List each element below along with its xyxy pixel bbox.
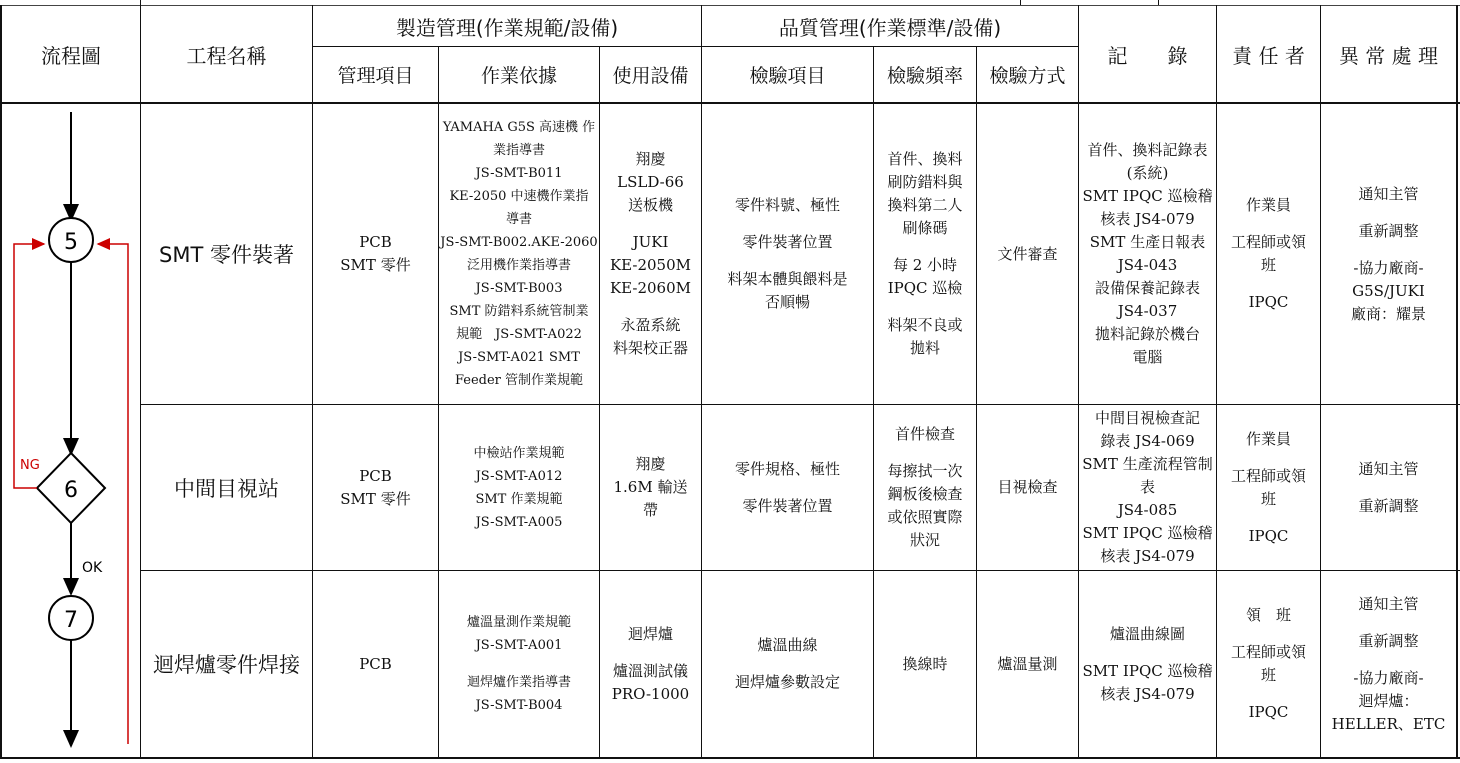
cell-record (1079, 104, 1216, 404)
cell-line: 爐溫量測作業規範 (466, 615, 571, 630)
cell-line: IPQC (1248, 293, 1289, 311)
cell-line: 零件裝著位置 (742, 496, 833, 515)
header-mfg-group: 製造管理(作業規範/設備) (395, 15, 619, 40)
cell-line: 否順暢 (764, 293, 810, 311)
cell-line: 零件裝著位置 (742, 233, 833, 251)
cell-line: 料架本體與餵料是 (727, 270, 848, 288)
header-mgmt-item: 管理項目 (337, 65, 414, 87)
cell-lines (610, 148, 691, 360)
cell-line: KE-2050M (609, 256, 692, 274)
cell-line: 零件料號、極性 (734, 196, 840, 214)
cell-line: 作業員 (1245, 429, 1291, 448)
header-equipment: 使用設備 (612, 65, 689, 87)
cell-line: 通知主管 (1358, 459, 1419, 478)
cell-line: JS-SMT-B011 (475, 166, 563, 181)
cell-abnormal (1321, 571, 1456, 757)
cell-lines (340, 231, 410, 277)
cell-line: G5S/JUKI (1352, 281, 1425, 300)
cell-line: 核表 JS4-079 (1100, 547, 1195, 565)
cell-line: 中檢站作業規範 (473, 445, 565, 461)
cell-line: 泛用機作業指導書 (466, 258, 571, 273)
cell-line: 文件審查 (997, 244, 1058, 263)
cell-lines (1082, 407, 1212, 568)
header-basis: 作業依據 (480, 65, 557, 87)
cell-lines (467, 611, 571, 717)
cell-line: 爐溫測試儀 (612, 661, 688, 680)
cell-line: 重新調整 (1358, 221, 1419, 240)
cell-name: 中間目視站 (174, 476, 279, 501)
cell-line: 設備保養記錄表 (1094, 279, 1200, 297)
cell-line: 目視檢查 (997, 478, 1058, 496)
cell-abnormal (1321, 104, 1456, 404)
cell-line: PRO-1000 (611, 684, 690, 703)
cell-line: JS4-037 (1117, 302, 1178, 320)
cell-insp-freq (874, 571, 976, 757)
cell-line: KE-2050 中速機作業指 (449, 189, 589, 204)
cell-line: HELLER、ETC (1331, 714, 1446, 733)
cell-insp-method (977, 571, 1078, 757)
cell-basis (439, 104, 599, 404)
cell-line: 工程師或領 (1230, 466, 1306, 485)
cell-line: 零件規格、極性 (734, 459, 840, 478)
flow-ok-label: OK (82, 560, 103, 576)
header-flow-chart: 流程圖 (41, 43, 101, 68)
cell-line: 迴焊爐： (1358, 691, 1419, 710)
cell-lines (1083, 139, 1213, 369)
cell-line: 1.6M 輸送 (613, 478, 688, 496)
cell-line: IPQC (1248, 703, 1289, 721)
cell-line: JUKI (632, 233, 669, 251)
cell-line: JS-SMT-B002.AKE-2060 (440, 235, 598, 250)
cell-owner (1217, 104, 1320, 404)
cell-lines (727, 194, 847, 314)
cell-lines (340, 465, 410, 511)
cell-line: 永盈系統 (620, 316, 681, 334)
cell-line: JS-SMT-A012 (475, 468, 563, 484)
cell-line: 電腦 (1132, 348, 1163, 366)
cell-insp-method (977, 405, 1078, 570)
cell-line: 工程師或領 (1230, 233, 1306, 251)
flow-ng-label: NG (20, 458, 40, 473)
cell-line: 首件、換料記錄表 (1087, 141, 1208, 159)
cell-lines (1231, 604, 1306, 724)
cell-line: 料架不良或 (887, 316, 963, 334)
cell-lines (359, 653, 392, 676)
cell-line: 爐溫量測 (997, 654, 1058, 673)
cell-basis (439, 571, 599, 757)
cell-name: 迴焊爐零件焊接 (153, 653, 300, 677)
cell-line: 首件、換料 (887, 150, 963, 168)
cell-lines (1358, 458, 1418, 518)
cell-line: 迴焊爐參數設定 (734, 673, 840, 691)
flow-node-5-label: 5 (64, 230, 78, 255)
cell-line: 每擦拭一次 (887, 462, 963, 480)
cell-line: 首件檢查 (894, 425, 955, 443)
cell-line: 拋料記錄於機台 (1094, 325, 1200, 343)
header-insp-freq: 檢驗頻率 (886, 65, 963, 87)
cell-line: 核表 JS4-079 (1100, 210, 1195, 228)
cell-line: 料架校正器 (612, 339, 688, 357)
cell-lines (997, 653, 1057, 676)
cell-line: 翔慶 (635, 150, 666, 168)
cell-line: 迴焊爐 (627, 624, 673, 643)
cell-line: JS-SMT-A021 SMT (458, 350, 580, 365)
cell-owner (1217, 405, 1320, 570)
cell-lines (735, 634, 840, 694)
cell-line: SMT 生產日報表 (1089, 233, 1206, 251)
top-stub (1020, 0, 1021, 5)
cell-line: SMT 生產流程管制 (1082, 455, 1213, 473)
cell-lines (473, 442, 564, 534)
cell-lines (887, 148, 962, 360)
cell-insp-method (977, 104, 1078, 404)
cell-line: 爐溫曲線圖 (1109, 624, 1185, 643)
cell-basis (439, 405, 599, 570)
right-border (1456, 5, 1458, 759)
cell-line: 表 (1139, 478, 1155, 496)
cell-line: JS-SMT-B004 (475, 698, 563, 713)
cell-lines (997, 243, 1057, 266)
cell-insp-item (702, 405, 873, 570)
cell-insp-item (702, 571, 873, 757)
cell-line: JS-SMT-A005 (475, 514, 563, 530)
cell-line: 刷條碼 (902, 219, 948, 237)
cell-lines (1231, 194, 1306, 314)
cell-insp-item (702, 104, 873, 404)
cell-line: 帶 (642, 501, 658, 519)
header-record: 記 錄 (1107, 43, 1188, 68)
cell-lines (735, 458, 840, 518)
header-abnormal: 異 常 處 理 (1338, 43, 1439, 68)
cell-line: -協力廠商- (1353, 668, 1424, 687)
cell-line: PCB (359, 654, 392, 673)
cell-line: 每 2 小時 (892, 256, 958, 274)
cell-line: SMT IPQC 巡檢稽 (1082, 187, 1213, 205)
cell-line: 核表 JS4-079 (1100, 684, 1195, 703)
cell-line: 刷防錯料與 (887, 173, 963, 191)
cell-line: 作業員 (1245, 196, 1291, 214)
flow-node-7-label: 7 (64, 608, 78, 633)
header-qc-group: 品質管理(作業標準/設備) (778, 15, 1002, 40)
cell-line: SMT 零件 (340, 489, 411, 508)
cell-line: 狀況 (909, 531, 940, 549)
cell-line: 通知主管 (1358, 594, 1419, 613)
cell-line: 領 班 (1245, 606, 1291, 624)
cell-line: -協力廠商- (1353, 258, 1424, 277)
cell-line: 導書 (505, 212, 532, 227)
cell-mgmt (313, 571, 438, 757)
cell-lines (612, 623, 689, 706)
cell-line: 換線時 (902, 654, 948, 673)
cell-line: 爐溫曲線 (757, 636, 818, 654)
cell-line: 錄表 JS4-069 (1100, 432, 1195, 450)
flow-rework-loop (98, 244, 128, 744)
cell-line: 拋料 (909, 339, 940, 357)
cell-lines (1351, 183, 1426, 326)
cell-line: SMT IPQC 巡檢稽 (1082, 661, 1213, 680)
header-insp-method: 檢驗方式 (989, 65, 1066, 87)
cell-line: JS-SMT-A001 (475, 638, 563, 653)
cell-lines (1083, 623, 1213, 706)
cell-insp-freq (874, 405, 976, 570)
top-stub (140, 0, 141, 5)
cell-line: PCB (359, 233, 392, 251)
cell-line: 換料第二人 (887, 196, 963, 214)
cell-record (1079, 571, 1216, 757)
cell-line: JS-SMT-B003 (475, 281, 563, 296)
cell-line: 重新調整 (1358, 496, 1419, 515)
cell-name: SMT 零件裝著 (159, 243, 294, 267)
cell-line: 班 (1260, 666, 1276, 684)
cell-line: JS4-085 (1117, 501, 1178, 519)
cell-line: 廠商：耀景 (1350, 304, 1426, 323)
cell-line: KE-2060M (609, 279, 692, 297)
cell-line: SMT 防錯料系統管制業 (449, 304, 589, 319)
cell-line: SMT IPQC 巡檢稽 (1082, 524, 1213, 542)
cell-line: 業指導書 (492, 143, 545, 158)
cell-lines (997, 476, 1057, 499)
cell-line: (系統) (1126, 164, 1169, 182)
cell-line: 重新調整 (1358, 631, 1419, 650)
cell-owner (1217, 571, 1320, 757)
cell-abnormal (1321, 405, 1456, 570)
flow-node-6-label: 6 (64, 478, 78, 503)
cell-mgmt (313, 405, 438, 570)
flow-ng-loop (14, 244, 44, 488)
cell-line: 班 (1260, 489, 1276, 508)
cell-line: 班 (1260, 256, 1276, 274)
cell-line: SMT 作業規範 (475, 491, 563, 507)
cell-line: IPQC (1248, 526, 1289, 545)
cell-line: 中間目視檢查記 (1094, 409, 1200, 427)
cell-line: JS4-043 (1117, 256, 1178, 274)
cell-lines (1231, 428, 1306, 548)
table-bottom-border (0, 757, 1460, 759)
header-process-name: 工程名稱 (186, 43, 267, 68)
cell-equipment (600, 104, 701, 404)
cell-line: YAMAHA G5S 高速機 作 (442, 120, 596, 135)
top-stub (1158, 0, 1159, 5)
cell-insp-freq (874, 104, 976, 404)
cell-line: IPQC 巡檢 (887, 279, 963, 297)
cell-line: 規範 JS-SMT-A022 (456, 327, 582, 342)
flow-chart (0, 104, 140, 757)
cell-lines (1332, 593, 1446, 736)
cell-line: 鋼板後檢查 (887, 485, 963, 503)
cell-lines (887, 423, 962, 552)
cell-equipment (600, 405, 701, 570)
cell-lines (902, 653, 947, 676)
cell-lines (440, 116, 597, 392)
cell-record (1079, 405, 1216, 570)
cell-line: 工程師或領 (1230, 643, 1306, 661)
cell-line: PCB (359, 466, 392, 485)
header-insp-item: 檢驗項目 (749, 65, 826, 87)
cell-line: 或依照實際 (887, 508, 963, 526)
header-owner: 責 任 者 (1232, 43, 1305, 68)
cell-line: 迴焊爐作業指導書 (466, 675, 571, 690)
cell-equipment (600, 571, 701, 757)
cell-line: SMT 零件 (340, 256, 411, 274)
cell-line: 翔慶 (635, 455, 666, 473)
cell-line: 送板機 (627, 196, 673, 214)
cell-line: LSLD-66 (617, 173, 684, 191)
cell-line: Feeder 管制作業規範 (454, 373, 584, 388)
cell-line: 通知主管 (1358, 184, 1419, 203)
cell-mgmt (313, 104, 438, 404)
cell-lines (614, 453, 688, 522)
